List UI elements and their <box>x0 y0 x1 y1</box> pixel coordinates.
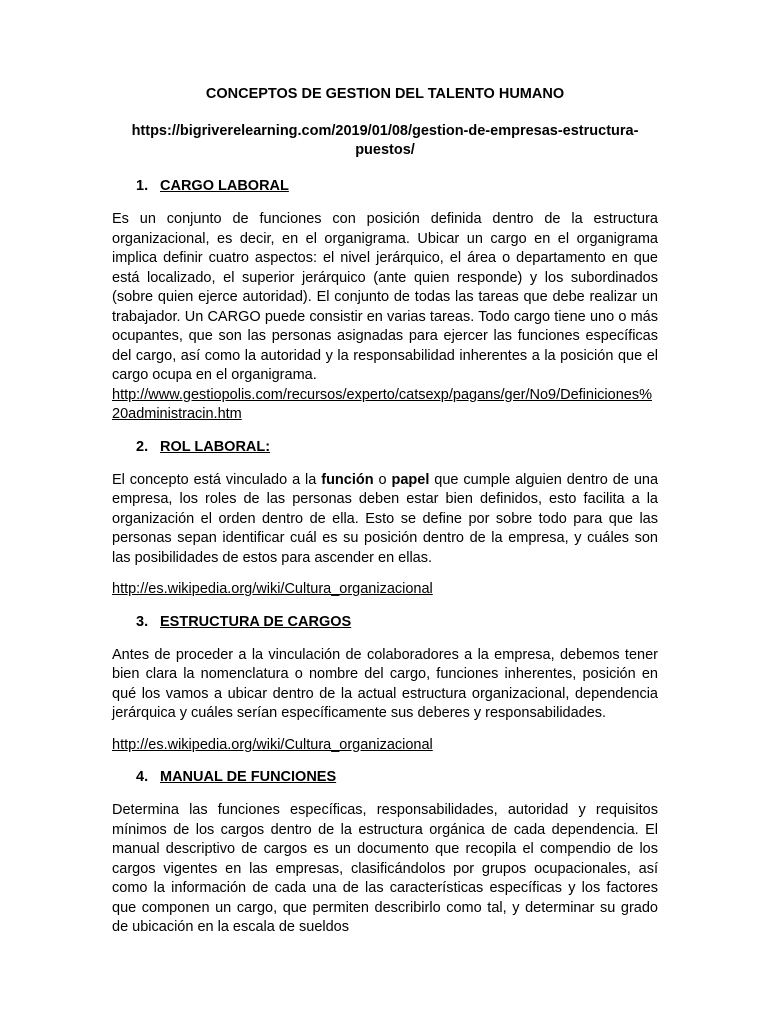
section-title: ROL LABORAL: <box>160 438 271 455</box>
paragraph-text: Determina las funciones específicas, responsabilidades, autoridad y requisitos mínimos de los cargos dentro de la estructura orgánica de cada dependencia. El manual descriptivo de cargos es un documento que recopila el compendio de los cargos vigentes en las empresas, clasificándolos por grupos ocupacionales, así como la información de cada una de las características específicas y los factores que componen un cargo, que permiten describirlo como tal, y determinar su grado de ubicación en la escala de sueldos <box>112 802 658 935</box>
section-number: 2. <box>136 438 149 455</box>
source-url[interactable]: https://bigriverelearning.com/2019/01/08/gestion-de-empresas-estructura-puestos/ <box>131 123 639 158</box>
document-title: CONCEPTOS DE GESTION DEL TALENTO HUMANO <box>205 86 565 102</box>
reference-link[interactable]: http://www.gestiopolis.com/recursos/experto/catsexp/pagans/ger/No9/Definiciones%20administracin.htm <box>112 386 652 422</box>
section-paragraph <box>112 210 658 425</box>
section-heading-estructura-de-cargos <box>112 612 658 632</box>
paragraph-text: Antes de proceder a la vinculación de colaboradores a la empresa, debemos tener bien clara la nomenclatura o nombre del cargo, funciones inherentes, posición en qué los vamos a ubicar dentro de la actual estructura organizacional, dependencia jerárquica y cuáles serían específicamente sus deberes y responsabilidades. <box>112 646 658 721</box>
bold-term-funcion: función <box>321 471 374 488</box>
reference-link[interactable]: http://es.wikipedia.org/wiki/Cultura_organizacional <box>112 736 433 753</box>
section-number: 3. <box>136 613 149 630</box>
section-heading-manual-de-funciones <box>112 767 658 787</box>
section-paragraph <box>112 646 658 724</box>
section-heading-cargo-laboral <box>112 176 658 196</box>
section-number: 4. <box>136 769 149 785</box>
section-number: 1. <box>136 178 149 194</box>
document-page <box>112 84 658 950</box>
paragraph-text: o <box>373 471 392 488</box>
reference-link[interactable]: http://es.wikipedia.org/wiki/Cultura_organizacional <box>112 581 433 597</box>
paragraph-text: El concepto está vinculado a la <box>112 471 322 488</box>
section-heading-rol-laboral <box>112 437 658 457</box>
section-title: ESTRUCTURA DE CARGOS <box>160 613 352 630</box>
section-paragraph <box>112 801 658 938</box>
section-title: MANUAL DE FUNCIONES <box>160 769 337 785</box>
paragraph-text: Es un conjunto de funciones con posición definida dentro de la estructura organizacional, es decir, en el organigrama. Ubicar un cargo en el organigrama implica definir cuatro aspectos: el nivel jerárquico, el área o departamento en que está localizado, el superior jerárquico (ante quien responde) y los subordinados (sobre quien ejerce autoridad). El conjunto de todas las tareas que debe realizar un trabajador. Un CARGO puede consistir en varias tareas. Todo cargo tiene uno o más ocupantes, que son las personas asignadas para ejercer las funciones específicas del cargo, así como la autoridad y la responsabilidad inherentes a la posición que el cargo ocupa en el organigrama. <box>112 211 658 383</box>
bold-term-papel: papel <box>391 471 430 488</box>
section-paragraph <box>112 471 658 569</box>
section-title: CARGO LABORAL <box>160 178 289 194</box>
paragraph-text: que cumple alguien dentro de una empresa, los roles de las personas deben estar bien definidos, esto facilita a la organización el orden dentro de ella. Esto se define por sobre todo para que las personas sepan identificar cuál es su posición dentro de la empresa, y cuáles son las posibilidades de estos para ascender en ellas. <box>112 471 659 566</box>
